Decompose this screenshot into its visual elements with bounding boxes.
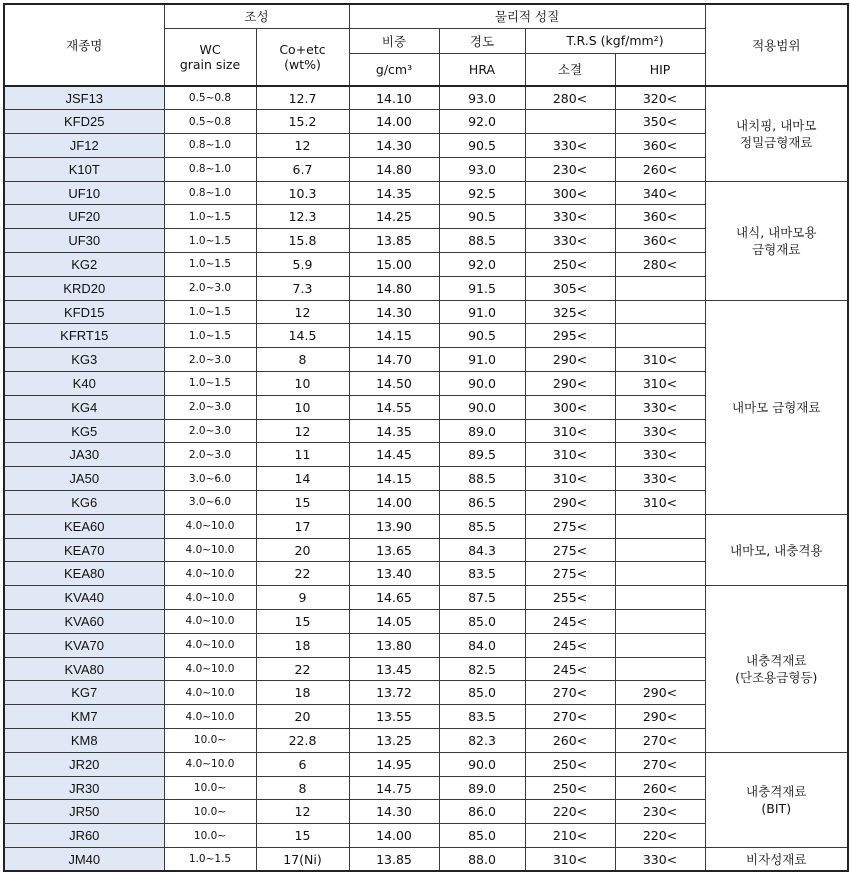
trs-sintered-cell: 245< [525,610,615,634]
hardness-cell: 83.5 [439,562,525,586]
wc-grain-size-cell: 4.0~10.0 [164,705,256,729]
header-hardness: 경도 [439,28,525,53]
density-cell: 14.00 [349,824,439,848]
header-wc-grain-size [164,28,256,86]
trs-hip-cell: 350< [615,110,705,134]
table-row [4,848,848,872]
grade-name-cell: KEA70 [4,538,164,562]
co-content-cell: 20 [256,705,349,729]
table-row [4,86,848,110]
header-physical-properties: 물리적 성질 [349,4,705,28]
hardness-cell: 89.0 [439,419,525,443]
co-content-cell: 8 [256,348,349,372]
wc-grain-size-cell: 0.5~0.8 [164,110,256,134]
hardness-cell: 86.0 [439,800,525,824]
density-cell: 14.50 [349,372,439,396]
trs-hip-cell: 290< [615,705,705,729]
trs-hip-cell: 360< [615,205,705,229]
trs-hip-cell [615,657,705,681]
density-cell: 14.15 [349,467,439,491]
hardness-cell: 88.0 [439,848,525,872]
table-row [4,752,848,776]
header-co-line2: (wt%) [284,56,321,72]
hardness-cell: 88.5 [439,467,525,491]
trs-sintered-cell: 245< [525,657,615,681]
grade-name-cell: K40 [4,372,164,396]
hardness-cell: 91.0 [439,300,525,324]
density-cell: 13.65 [349,538,439,562]
co-content-cell: 14 [256,467,349,491]
trs-sintered-cell: 310< [525,443,615,467]
trs-sintered-cell: 305< [525,276,615,300]
trs-hip-cell: 340< [615,181,705,205]
density-cell: 13.72 [349,681,439,705]
density-cell: 14.25 [349,205,439,229]
trs-sintered-cell: 275< [525,538,615,562]
table-row [4,586,848,610]
wc-grain-size-cell: 0.5~0.8 [164,86,256,110]
trs-hip-cell: 260< [615,776,705,800]
header-co-line1: Co+etc [279,41,326,57]
grade-name-cell: KG5 [4,419,164,443]
hardness-cell: 89.5 [439,443,525,467]
trs-hip-cell [615,633,705,657]
wc-grain-size-cell: 2.0~3.0 [164,348,256,372]
trs-hip-cell: 270< [615,729,705,753]
wc-grain-size-cell: 1.0~1.5 [164,324,256,348]
trs-sintered-cell: 245< [525,633,615,657]
trs-sintered-cell: 250< [525,776,615,800]
wc-grain-size-cell: 0.8~1.0 [164,134,256,158]
density-cell: 13.45 [349,657,439,681]
wc-grain-size-cell: 4.0~10.0 [164,681,256,705]
trs-sintered-cell: 330< [525,229,615,253]
grade-name-cell: KM7 [4,705,164,729]
header-trs-hip: HIP [615,53,705,86]
trs-sintered-cell [525,110,615,134]
co-content-cell: 18 [256,633,349,657]
wc-grain-size-cell: 1.0~1.5 [164,253,256,277]
trs-sintered-cell: 330< [525,134,615,158]
wc-grain-size-cell: 2.0~3.0 [164,276,256,300]
hardness-cell: 84.0 [439,633,525,657]
grade-name-cell: JSF13 [4,86,164,110]
density-cell: 14.80 [349,157,439,181]
grade-name-cell: UF20 [4,205,164,229]
trs-hip-cell: 360< [615,134,705,158]
header-density-unit: g/cm³ [349,53,439,86]
trs-hip-cell: 320< [615,86,705,110]
co-content-cell: 22 [256,562,349,586]
hardness-cell: 92.0 [439,253,525,277]
hardness-cell: 86.5 [439,491,525,515]
trs-sintered-cell: 290< [525,491,615,515]
trs-hip-cell [615,538,705,562]
density-cell: 13.55 [349,705,439,729]
co-content-cell: 12.7 [256,86,349,110]
hardness-cell: 85.5 [439,514,525,538]
trs-sintered-cell: 330< [525,205,615,229]
trs-sintered-cell: 210< [525,824,615,848]
grade-name-cell: JR60 [4,824,164,848]
wc-grain-size-cell: 0.8~1.0 [164,181,256,205]
trs-hip-cell: 330< [615,467,705,491]
co-content-cell: 9 [256,586,349,610]
co-content-cell: 5.9 [256,253,349,277]
hardness-cell: 91.0 [439,348,525,372]
trs-sintered-cell: 250< [525,752,615,776]
co-content-cell: 12 [256,800,349,824]
hardness-cell: 87.5 [439,586,525,610]
trs-hip-cell [615,562,705,586]
header-grade-name: 재종명 [4,4,164,86]
trs-hip-cell: 230< [615,800,705,824]
wc-grain-size-cell: 10.0~ [164,824,256,848]
grade-name-cell: KG2 [4,253,164,277]
grade-name-cell: JM40 [4,848,164,872]
grade-name-cell: K10T [4,157,164,181]
density-cell: 13.85 [349,229,439,253]
co-content-cell: 10.3 [256,181,349,205]
wc-grain-size-cell: 1.0~1.5 [164,372,256,396]
wc-grain-size-cell: 10.0~ [164,729,256,753]
co-content-cell: 15.8 [256,229,349,253]
trs-hip-cell: 330< [615,419,705,443]
co-content-cell: 22.8 [256,729,349,753]
header-application: 적용범위 [705,4,848,86]
carbide-grade-table [3,3,849,872]
grade-name-cell: JR30 [4,776,164,800]
table-row [4,300,848,324]
grade-name-cell: KFD25 [4,110,164,134]
density-cell: 14.10 [349,86,439,110]
trs-hip-cell: 260< [615,157,705,181]
application-cell: 내마모 금형재료 [705,300,848,514]
trs-hip-cell: 290< [615,681,705,705]
density-cell: 14.65 [349,586,439,610]
co-content-cell: 12 [256,134,349,158]
application-cell: 내마모, 내충격용 [705,514,848,585]
wc-grain-size-cell: 10.0~ [164,776,256,800]
hardness-cell: 93.0 [439,86,525,110]
header-hardness-unit: HRA [439,53,525,86]
co-content-cell: 14.5 [256,324,349,348]
wc-grain-size-cell: 4.0~10.0 [164,514,256,538]
application-cell: 내치핑, 내마모 정밀금형재료 [705,86,848,181]
density-cell: 14.35 [349,419,439,443]
header-wc-line2: grain size [179,56,241,72]
grade-name-cell: KG3 [4,348,164,372]
hardness-cell: 85.0 [439,681,525,705]
trs-sintered-cell: 270< [525,681,615,705]
density-cell: 14.30 [349,300,439,324]
hardness-cell: 82.3 [439,729,525,753]
grade-name-cell: KEA80 [4,562,164,586]
trs-sintered-cell: 290< [525,372,615,396]
grade-name-cell: KFRT15 [4,324,164,348]
density-cell: 14.00 [349,491,439,515]
trs-hip-cell [615,300,705,324]
density-cell: 14.35 [349,181,439,205]
density-cell: 14.80 [349,276,439,300]
grade-name-cell: KG4 [4,395,164,419]
hardness-cell: 92.5 [439,181,525,205]
table-body [4,86,848,871]
wc-grain-size-cell: 1.0~1.5 [164,229,256,253]
header-trs: T.R.S (kgf/mm²) [525,28,705,53]
grade-name-cell: KEA60 [4,514,164,538]
co-content-cell: 17 [256,514,349,538]
co-content-cell: 12.3 [256,205,349,229]
density-cell: 13.80 [349,633,439,657]
header-density: 비중 [349,28,439,53]
hardness-cell: 91.5 [439,276,525,300]
wc-grain-size-cell: 4.0~10.0 [164,538,256,562]
trs-hip-cell [615,514,705,538]
grade-name-cell: JA30 [4,443,164,467]
table-row [4,514,848,538]
table-row [4,181,848,205]
application-cell: 비자성재료 [705,848,848,872]
application-cell: 내식, 내마모용 금형재료 [705,181,848,300]
hardness-cell: 85.0 [439,610,525,634]
wc-grain-size-cell: 4.0~10.0 [164,610,256,634]
trs-hip-cell: 270< [615,752,705,776]
wc-grain-size-cell: 1.0~1.5 [164,848,256,872]
wc-grain-size-cell: 4.0~10.0 [164,633,256,657]
header-trs-sintered: 소결 [525,53,615,86]
density-cell: 13.90 [349,514,439,538]
wc-grain-size-cell: 2.0~3.0 [164,443,256,467]
trs-sintered-cell: 230< [525,157,615,181]
co-content-cell: 15 [256,824,349,848]
wc-grain-size-cell: 4.0~10.0 [164,657,256,681]
density-cell: 14.55 [349,395,439,419]
trs-sintered-cell: 280< [525,86,615,110]
trs-sintered-cell: 300< [525,181,615,205]
density-cell: 14.05 [349,610,439,634]
hardness-cell: 82.5 [439,657,525,681]
grade-name-cell: JF12 [4,134,164,158]
trs-sintered-cell: 310< [525,848,615,872]
hardness-cell: 92.0 [439,110,525,134]
co-content-cell: 10 [256,372,349,396]
co-content-cell: 6 [256,752,349,776]
hardness-cell: 90.5 [439,324,525,348]
trs-sintered-cell: 275< [525,562,615,586]
grade-name-cell: UF30 [4,229,164,253]
trs-sintered-cell: 270< [525,705,615,729]
grade-name-cell: KVA70 [4,633,164,657]
grade-name-cell: KM8 [4,729,164,753]
density-cell: 15.00 [349,253,439,277]
trs-hip-cell: 360< [615,229,705,253]
density-cell: 14.15 [349,324,439,348]
trs-hip-cell [615,610,705,634]
trs-hip-cell [615,324,705,348]
grade-name-cell: JA50 [4,467,164,491]
co-content-cell: 6.7 [256,157,349,181]
hardness-cell: 83.5 [439,705,525,729]
wc-grain-size-cell: 10.0~ [164,800,256,824]
co-content-cell: 20 [256,538,349,562]
hardness-cell: 85.0 [439,824,525,848]
wc-grain-size-cell: 2.0~3.0 [164,419,256,443]
grade-name-cell: KRD20 [4,276,164,300]
header-co-etc [256,28,349,86]
density-cell: 14.30 [349,800,439,824]
co-content-cell: 15 [256,491,349,515]
wc-grain-size-cell: 2.0~3.0 [164,395,256,419]
trs-sintered-cell: 220< [525,800,615,824]
trs-hip-cell: 310< [615,372,705,396]
co-content-cell: 12 [256,419,349,443]
wc-grain-size-cell: 4.0~10.0 [164,752,256,776]
hardness-cell: 90.5 [439,205,525,229]
hardness-cell: 89.0 [439,776,525,800]
trs-hip-cell [615,586,705,610]
hardness-cell: 90.5 [439,134,525,158]
hardness-cell: 93.0 [439,157,525,181]
wc-grain-size-cell: 4.0~10.0 [164,586,256,610]
grade-name-cell: JR20 [4,752,164,776]
density-cell: 14.70 [349,348,439,372]
trs-hip-cell: 220< [615,824,705,848]
grade-name-cell: UF10 [4,181,164,205]
grade-name-cell: KFD15 [4,300,164,324]
application-cell: 내충격재료 (단조용금형등) [705,586,848,753]
trs-hip-cell: 330< [615,443,705,467]
co-content-cell: 10 [256,395,349,419]
wc-grain-size-cell: 0.8~1.0 [164,157,256,181]
trs-sintered-cell: 295< [525,324,615,348]
wc-grain-size-cell: 3.0~6.0 [164,467,256,491]
hardness-cell: 90.0 [439,752,525,776]
hardness-cell: 88.5 [439,229,525,253]
application-cell: 내충격재료 (BIT) [705,752,848,847]
density-cell: 14.75 [349,776,439,800]
trs-hip-cell [615,276,705,300]
density-cell: 13.25 [349,729,439,753]
trs-hip-cell: 330< [615,848,705,872]
trs-sintered-cell: 255< [525,586,615,610]
hardness-cell: 84.3 [439,538,525,562]
trs-sintered-cell: 260< [525,729,615,753]
co-content-cell: 15 [256,610,349,634]
wc-grain-size-cell: 1.0~1.5 [164,300,256,324]
trs-hip-cell: 330< [615,395,705,419]
grade-name-cell: KVA80 [4,657,164,681]
density-cell: 13.40 [349,562,439,586]
trs-hip-cell: 310< [615,491,705,515]
trs-hip-cell: 280< [615,253,705,277]
trs-sintered-cell: 250< [525,253,615,277]
trs-sintered-cell: 325< [525,300,615,324]
grade-name-cell: JR50 [4,800,164,824]
co-content-cell: 7.3 [256,276,349,300]
wc-grain-size-cell: 1.0~1.5 [164,205,256,229]
trs-sintered-cell: 290< [525,348,615,372]
grade-name-cell: KG7 [4,681,164,705]
trs-sintered-cell: 275< [525,514,615,538]
co-content-cell: 11 [256,443,349,467]
hardness-cell: 90.0 [439,395,525,419]
header-wc-line1: WC [199,41,221,57]
trs-sintered-cell: 310< [525,419,615,443]
density-cell: 14.95 [349,752,439,776]
header-composition: 조성 [164,4,349,28]
density-cell: 14.30 [349,134,439,158]
hardness-cell: 90.0 [439,372,525,396]
co-content-cell: 18 [256,681,349,705]
wc-grain-size-cell: 3.0~6.0 [164,491,256,515]
density-cell: 13.85 [349,848,439,872]
trs-sintered-cell: 310< [525,467,615,491]
grade-name-cell: KG6 [4,491,164,515]
co-content-cell: 15.2 [256,110,349,134]
co-content-cell: 17(Ni) [256,848,349,872]
co-content-cell: 12 [256,300,349,324]
trs-hip-cell: 310< [615,348,705,372]
wc-grain-size-cell: 4.0~10.0 [164,562,256,586]
density-cell: 14.00 [349,110,439,134]
grade-name-cell: KVA60 [4,610,164,634]
trs-sintered-cell: 300< [525,395,615,419]
co-content-cell: 8 [256,776,349,800]
density-cell: 14.45 [349,443,439,467]
grade-name-cell: KVA40 [4,586,164,610]
co-content-cell: 22 [256,657,349,681]
